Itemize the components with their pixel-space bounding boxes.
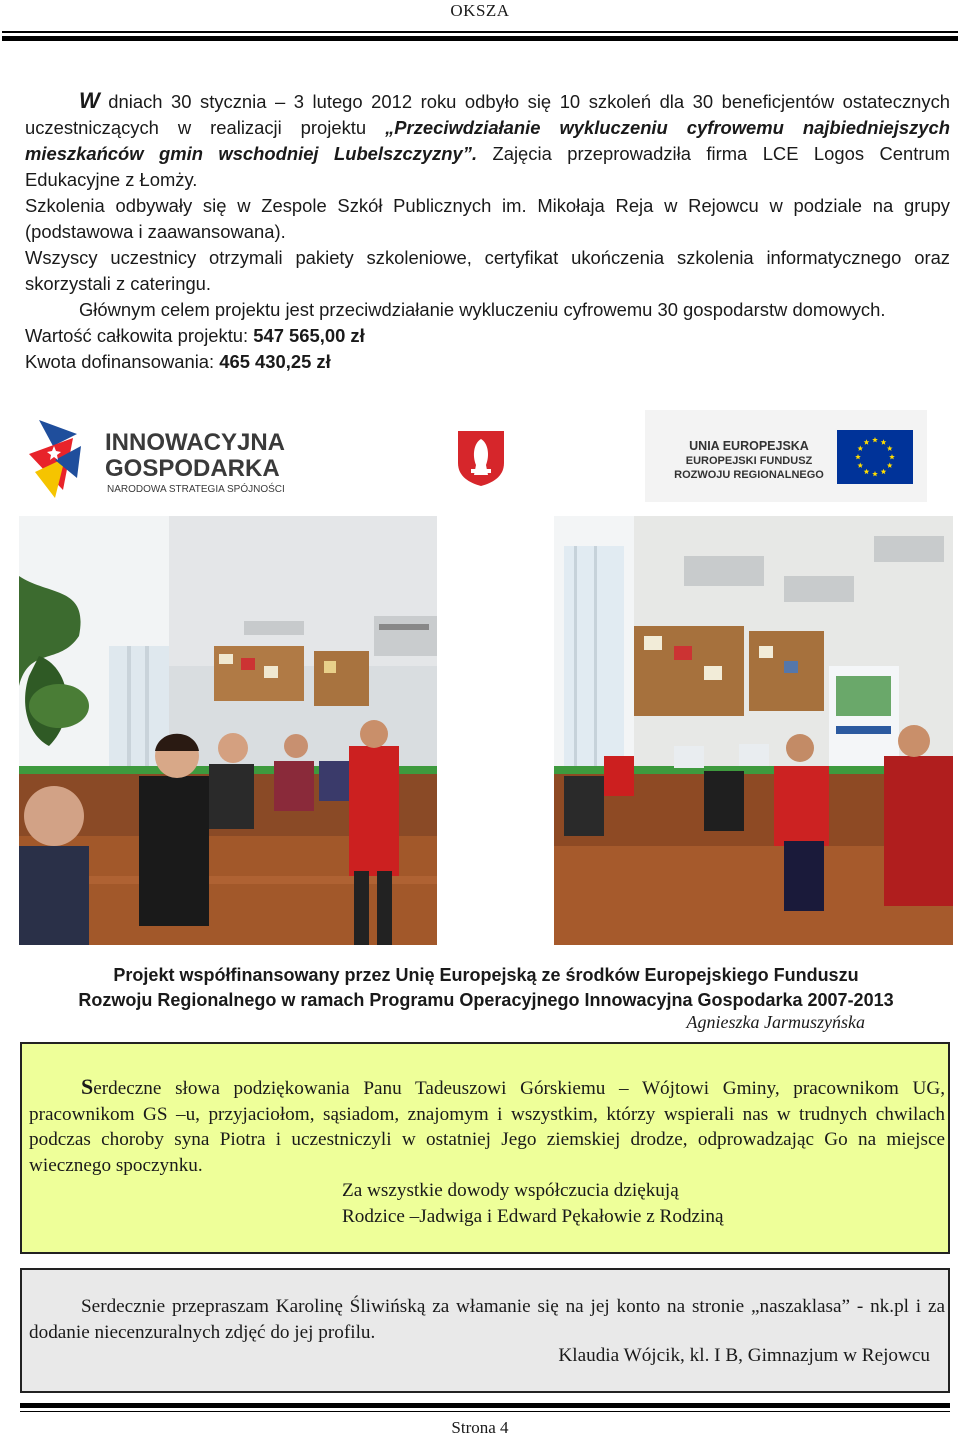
article-body <box>25 88 950 375</box>
svg-text:UNIA EUROPEJSKA: UNIA EUROPEJSKA <box>689 439 809 453</box>
footer-divider <box>20 1411 950 1412</box>
footer-divider-thick <box>20 1403 950 1408</box>
svg-text:EUROPEJSKI FUNDUSZ: EUROPEJSKI FUNDUSZ <box>685 455 813 467</box>
training-photo-left <box>19 516 437 945</box>
thanks-signature-1: Za wszystkie dowody współczucia dziękują <box>342 1180 679 1201</box>
header-divider <box>2 31 958 33</box>
svg-text:NARODOWA STRATEGIA SPÓJNOŚCI: NARODOWA STRATEGIA SPÓJNOŚCI <box>107 484 285 495</box>
article-paragraph-4: Głównym celem projektu jest przeciwdziałanie wykluczeniu cyfrowemu 30 gospodarstw domowych. <box>79 299 886 320</box>
newsletter-title: OKSZA <box>450 1 510 20</box>
funding-caption <box>20 963 952 1013</box>
article-paragraph-1: W dniach 30 stycznia – 3 lutego 2012 roku odbyło się 10 szkoleń dla 30 beneficjentów ostatecznych uczestniczących w realizacji projektu „Przeciwdziałanie wykluczeniu cyfrowemu najbiedniejszych mieszkańców gmin wschodniej Lubelszczyzny”. Zajęcia przeprowadziła firma LCE Logos Centrum Edukacyjne z Łomży. <box>25 88 950 190</box>
thanks-text: Serdeczne słowa podziękowania Panu Tadeuszowi Górskiemu – Wójtowi Gminy, pracownikom UG, pracownikom GS –u, przyjaciołom, sąsiadom, znajomym i wszystkim, którzy wspierali nas w trudnych chwilach podczas choroby syna Piotra i uczestniczyli w ostatniej Jego ziemskiej drodze, odprowadzając Go na miejsce wiecznego spoczynku. <box>29 1074 945 1176</box>
header-divider-thick <box>2 36 958 41</box>
caption-line-1: Projekt współfinansowany przez Unię Europejską ze środków Europejskiego Funduszu <box>113 965 859 985</box>
thanks-signature-2: Rodzice –Jadwiga i Edward Pękałowie z Rodziną <box>342 1206 724 1227</box>
dropcap: S <box>81 1074 94 1099</box>
thanks-box <box>20 1042 950 1254</box>
project-total-value: Wartość całkowita projektu: 547 565,00 zł <box>25 325 365 346</box>
article-paragraph-2: Szkolenia odbywały się w Zespole Szkół Publicznych im. Mikołaja Reja w Rejowcu w podziale na grupy (podstawowa i zaawansowana). <box>25 195 950 242</box>
article-author: Agnieszka Jarmuszyńska <box>686 1012 865 1032</box>
page-number: Strona 4 <box>451 1418 509 1437</box>
ig-emblem-icon <box>25 412 325 502</box>
municipality-crest-icon <box>456 429 506 487</box>
caption-line-2: Rozwoju Regionalnego w ramach Programu Operacyjnego Innowacyjna Gospodarka 2007-2013 <box>78 990 894 1010</box>
article-paragraph-3: Wszyscy uczestnicy otrzymali pakiety szkoleniowe, certyfikat ukończenia szkolenia informatycznego oraz skorzystali z cateringu. <box>25 247 950 294</box>
eu-flag-icon <box>837 430 913 484</box>
apology-text: Serdecznie przepraszam Karolinę Śliwińską za włamanie się na jej konto na stronie „naszaklasa” - nk.pl i za dodanie niecenzuralnych zdjęć do jej profilu. <box>29 1296 945 1343</box>
svg-text:ROZWOJU REGIONALNEGO: ROZWOJU REGIONALNEGO <box>674 469 824 481</box>
svg-text:INNOWACYJNA: INNOWACYJNA <box>105 429 286 456</box>
training-photo-right <box>554 516 953 945</box>
svg-text:GOSPODARKA: GOSPODARKA <box>105 455 280 482</box>
apology-signature: Klaudia Wójcik, kl. I B, Gimnazjum w Rejowcu <box>558 1345 930 1366</box>
apology-box <box>20 1268 950 1393</box>
eu-fund-logo <box>645 410 927 502</box>
innowacyjna-gospodarka-logo <box>25 412 325 502</box>
project-title: „Przeciwdziałanie wykluczeniu cyfrowemu najbiedniejszych mieszkańców gmin wschodniej Lubelszczyzny”. <box>25 117 950 164</box>
project-funding-value: Kwota dofinansowania: 465 430,25 zł <box>25 351 331 372</box>
dropcap: W <box>79 88 100 113</box>
